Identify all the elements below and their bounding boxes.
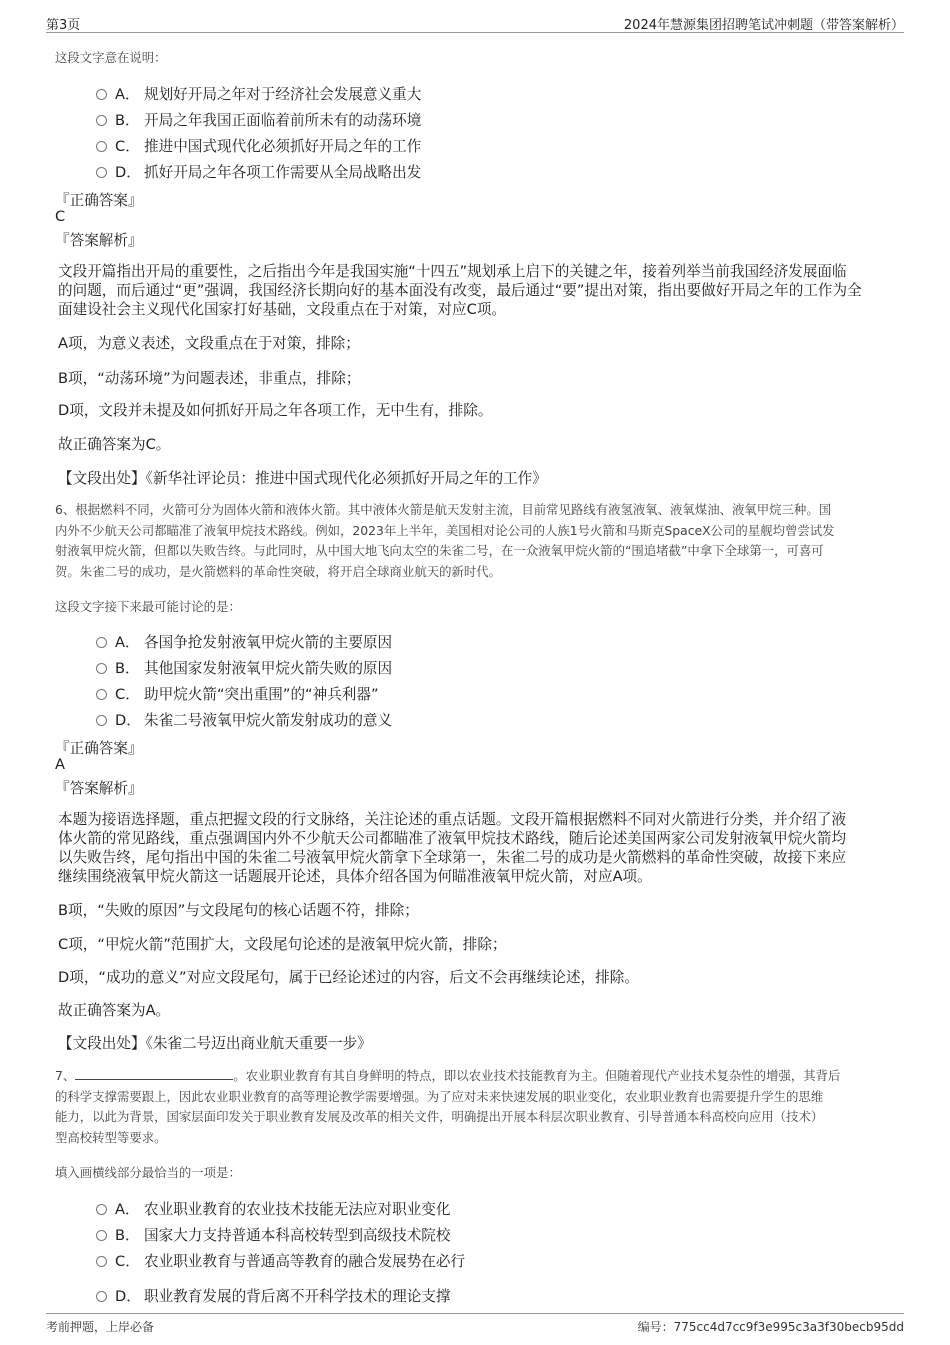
radio-button[interactable] <box>96 1204 107 1215</box>
page-footer <box>46 1313 904 1334</box>
q6-answer-label: 『正确答案』 <box>55 740 143 757</box>
q6-note-c: C项，“甲烷火箭”范围扩大，文段尾句论述的是液氧甲烷火箭，排除； <box>58 936 507 953</box>
q5-analysis-label: 『答案解析』 <box>55 232 143 249</box>
q5-note-d: D项，文段并未提及如何抓好开局之年各项工作，无中生有，排除。 <box>58 402 493 419</box>
q6-source: 【文段出处】《朱雀二号迈出商业航天重要一步》 <box>58 1035 372 1052</box>
q6-text: 6、根据燃料不同，火箭可分为固体火箭和液体火箭。其中液体火箭是航天发射主流，目前常见路线有液氢液氧、液氧煤油、液氧甲烷三种。国 内外不少航天公司都瞄准了液氧甲烷技术路线。例如，2023年上半年，美国相对论公司的人族1号火箭和马斯克SpaceX公司的星舰均曾尝试发 射液氧甲烷火箭，但都以失败告终。与此同时，从中国大地飞向太空的朱雀二号，在一众液氧甲烷火箭的“围追堵截”中拿下全球第一，可喜可 贺。朱雀二号的成功，是火箭燃料的革命性突破，将开启全球商业航天的新时代。 <box>55 502 835 579</box>
fill-in-blank <box>75 1067 233 1080</box>
q5-answer-label: 『正确答案』 <box>55 192 143 209</box>
radio-button[interactable] <box>96 715 107 726</box>
q7-text: 7、 。农业职业教育有其自身鲜明的特点，即以农业技术技能教育为主。但随着现代产业技术复杂性的增强，其背后 的科学支撑需要跟上，因此农业职业教育的高等理论教学需要增强。为了应对未来快速发展的职业变化，农业职业教育也需要提升学生的思维 能力，以此为背景，国家层面印发关于职业教育发展及改革的相关文件，明确提出开展本科层次职业教育、引导普通本科高校向应用（技术） 型高校转型等要求。 <box>55 1068 841 1145</box>
page-number: 第3页 <box>46 18 81 33</box>
page-header <box>46 14 904 33</box>
q6-note-b: B项，“失败的原因”与文段尾句的核心话题不符，排除； <box>58 902 419 919</box>
q7-prompt: 填入画横线部分最恰当的一项是： <box>55 1165 241 1180</box>
q5-note-a: A项，为意义表述，文段重点在于对策，排除； <box>58 335 360 352</box>
radio-button[interactable] <box>96 689 107 700</box>
radio-button[interactable] <box>96 141 107 152</box>
q6-analysis: 本题为接语选择题，重点把握文段的行文脉络，关注论述的重点话题。文段开篇根据燃料不同对火箭进行分类，并介绍了液 体火箭的常见路线，重点强调国内外不少航天公司都瞄准了液氧甲烷技术路线，随后论述美国两家公司发射液氧甲烷火箭均 以失败告终，尾句指出中国的朱雀二号液氧甲烷火箭拿下全球第一，朱雀二号的成功是火箭燃料的革命性突破，故接下来应 继续围绕液氧甲烷火箭这一话题展开论述，具体介绍各国为何瞄准液氧甲烷火箭，对应A项。 <box>58 811 847 885</box>
document-code: 编号：775cc4d7cc9f3e995c3a3f30becb95dd <box>637 1320 904 1334</box>
radio-button[interactable] <box>96 89 107 100</box>
q6-analysis-label: 『答案解析』 <box>55 780 143 797</box>
q5-note-b: B项，“动荡环境”为问题表述，非重点，排除； <box>58 370 361 387</box>
radio-button[interactable] <box>96 663 107 674</box>
radio-button[interactable] <box>96 1291 107 1302</box>
q6-note-d: D项，“成功的意义”对应文段尾句，属于已经论述过的内容，后文不会再继续论述，排除。 <box>58 969 639 986</box>
q5-conclusion: 故正确答案为C。 <box>58 436 171 453</box>
q5-prompt: 这段文字意在说明： <box>55 50 167 65</box>
q5-answer: C <box>55 208 66 225</box>
q6-conclusion: 故正确答案为A。 <box>58 1002 171 1019</box>
q5-analysis: 文段开篇指出开局的重要性，之后指出今年是我国实施“十四五”规划承上启下的关键之年，接着列举当前我国经济发展面临 的问题，而后通过“更”强调，我国经济长期向好的基本面没有改变，最后通过“要”提出对策，指出要做好开局之年的工作为全 面建设社会主义现代化国家打好基础，文段重点在于对策，对应C项。 <box>58 263 862 318</box>
q6-prompt: 这段文字接下来最可能讨论的是： <box>55 599 241 614</box>
q5-source: 【文段出处】《新华社评论员：推进中国式现代化必须抓好开局之年的工作》 <box>58 470 547 487</box>
q6-answer: A <box>55 756 65 773</box>
radio-button[interactable] <box>96 1230 107 1241</box>
radio-button[interactable] <box>96 637 107 648</box>
radio-button[interactable] <box>96 115 107 126</box>
document-title: 2024年慧源集团招聘笔试冲刺题（带答案解析） <box>623 18 904 33</box>
footer-slogan: 考前押题，上岸必备 <box>46 1320 155 1334</box>
radio-button[interactable] <box>96 167 107 178</box>
radio-button[interactable] <box>96 1256 107 1267</box>
